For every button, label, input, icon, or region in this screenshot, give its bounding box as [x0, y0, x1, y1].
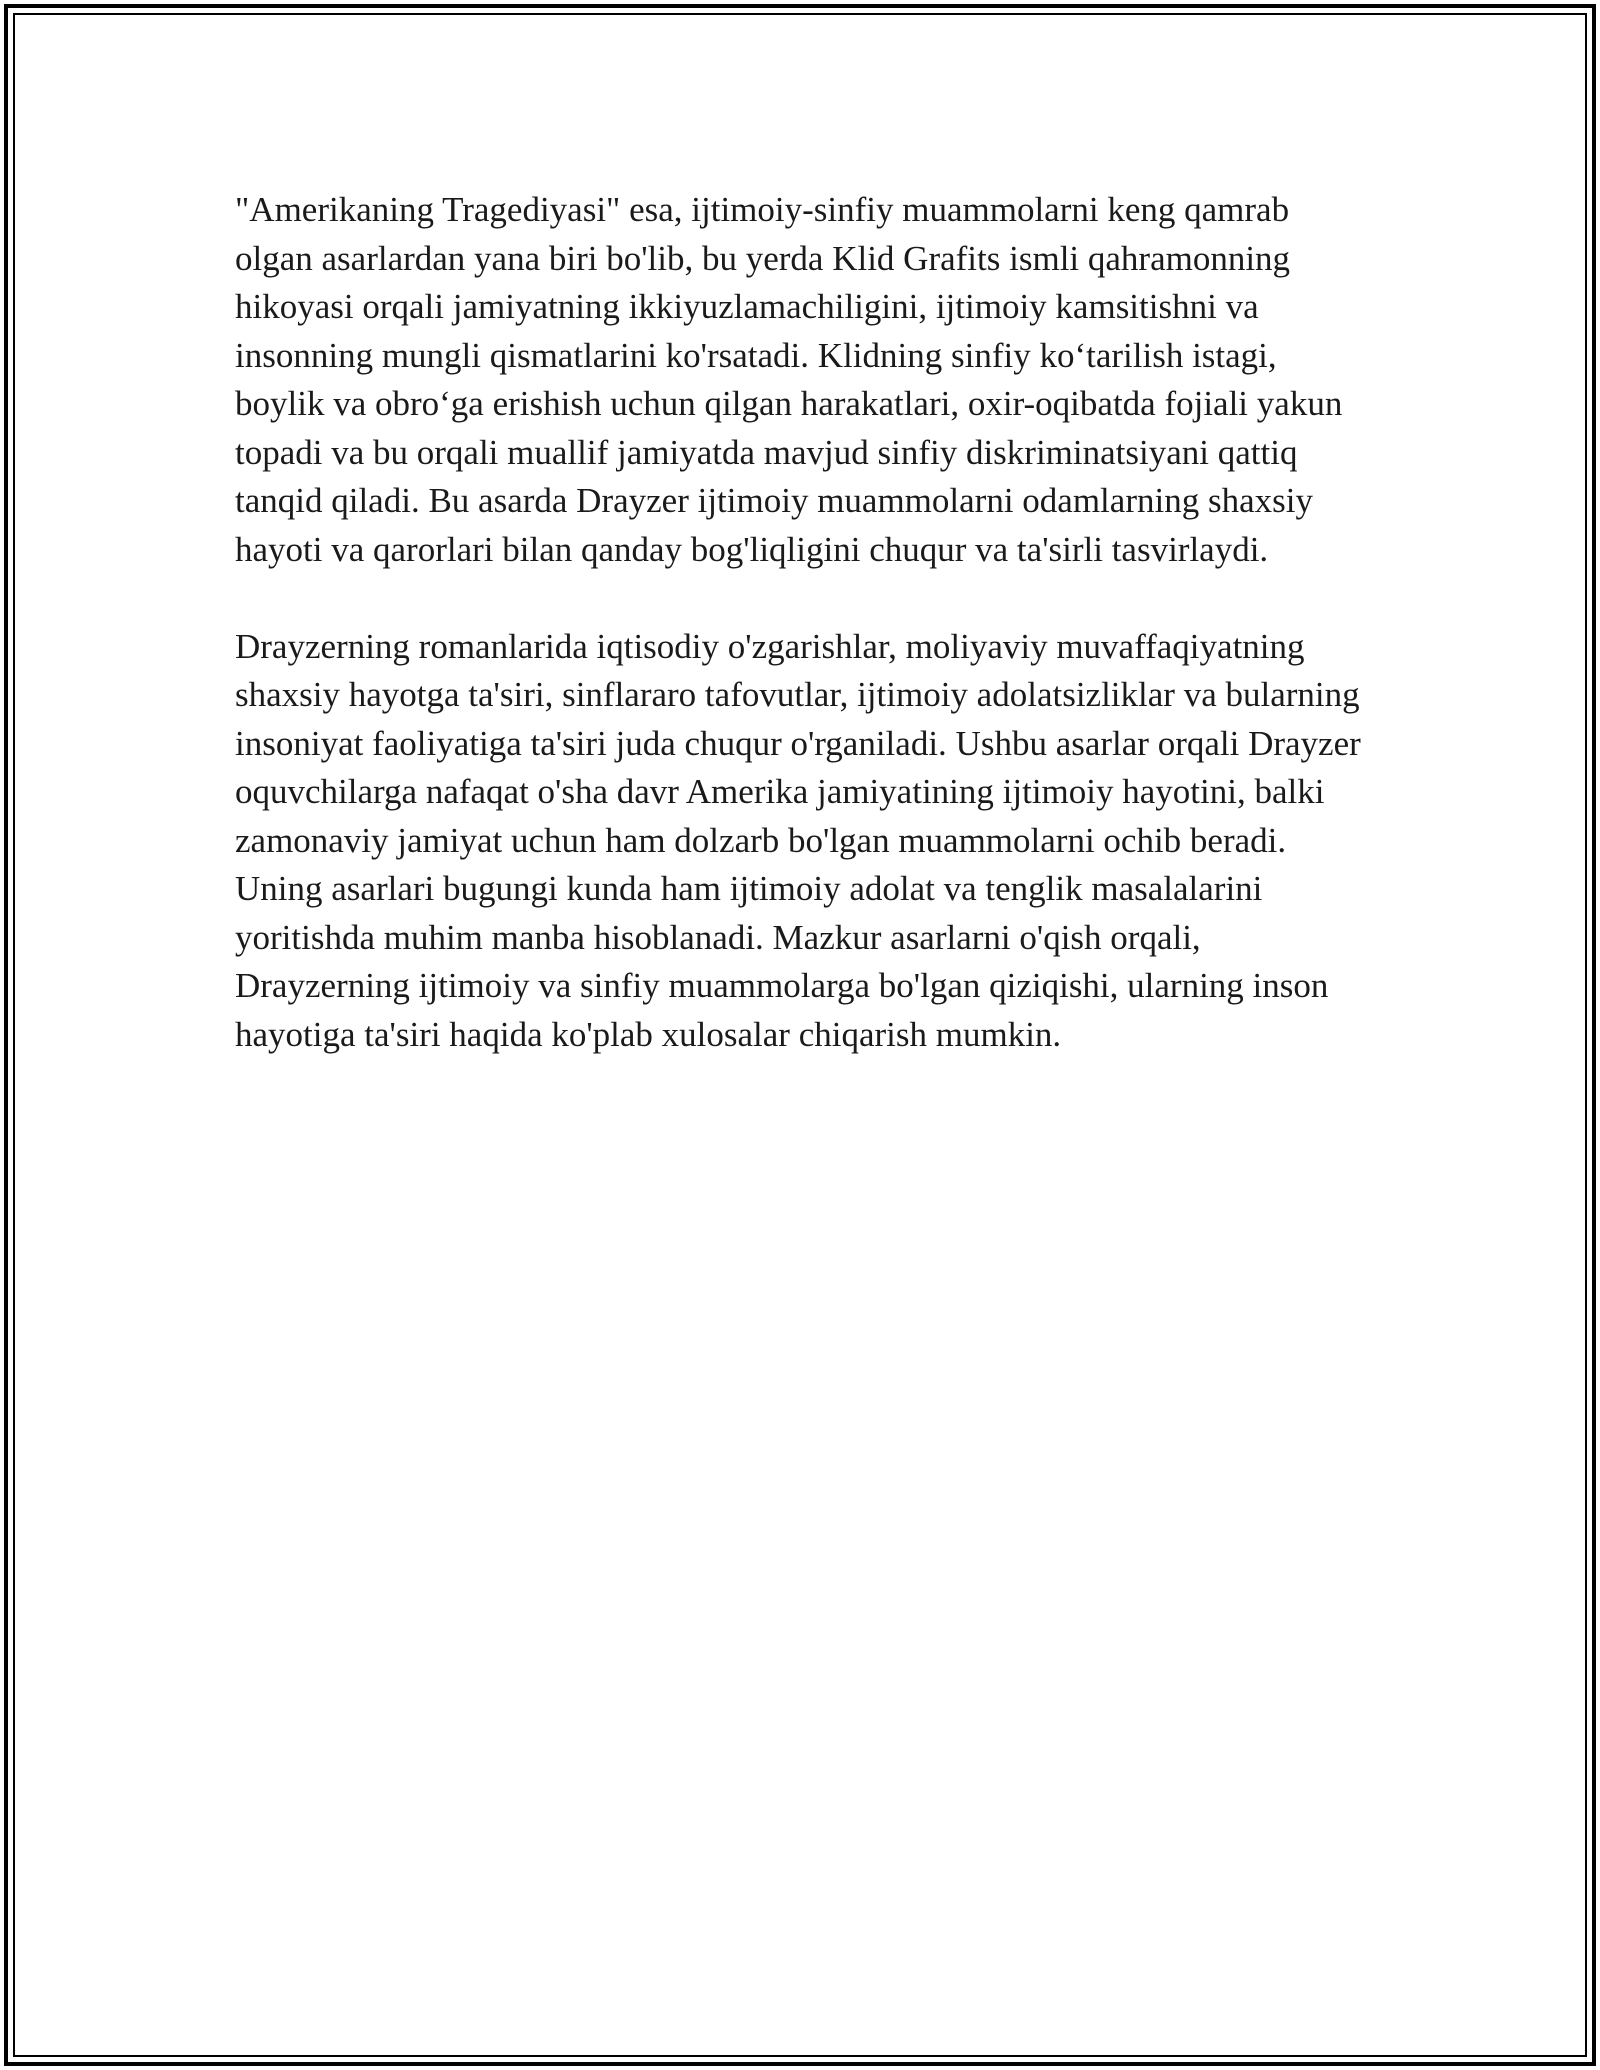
paragraph-2: Drayzerning romanlarida iqtisodiy o'zgarishlar, moliyaviy muvaffaqiyatning shaxsiy hayotga ta'siri, sinflararo tafovutlar, ijtimoiy adolatsizliklar va bularning insoniyat faoliyatiga ta'siri juda chuqur o'rganiladi. Ushbu asarlar orqali Drayzer oquvchilarga nafaqat o'sha davr Amerika jamiyatining ijtimoiy hayotini, balki zamonaviy jamiyat uchun ham dolzarb bo'lgan muammolarni ochib beradi. Uning asarlari bugungi kunda ham ijtimoiy adolat va tenglik masalalarini yoritishda muhim manba hisoblanadi. Mazkur asarlarni o'qish orqali, Drayzerning ijtimoiy va sinfiy muammolarga bo'lgan qiziqishi, ularning inson hayotiga ta'siri haqida ko'plab xulosalar chiqarish mumkin. [235, 626, 1361, 1054]
document-body [235, 186, 1370, 1108]
paragraph-1: "Amerikaning Tragediyasi" esa, ijtimoiy-sinfiy muammolarni keng qamrab olgan asarlardan yana biri bo'lib, bu yerda Klid Grafits ismli qahramonning hikoyasi orqali jamiyatning ikkiyuzlamachiligini, ijtimoiy kamsitishni va insonning mungli qismatlarini ko'rsatadi. Klidning sinfiy ko‘tarilish istagi, boylik va obro‘ga erishish uchun qilgan harakatlari, oxir-oqibatda fojiali yakun topadi va bu orqali muallif jamiyatda mavjud sinfiy diskriminatsiyani qattiq tanqid qiladi. Bu asarda Drayzer ijtimoiy muammolarni odamlarning shaxsiy hayoti va qarorlari bilan qanday bog'liqligini chuqur va ta'sirli tasvirlaydi. [235, 190, 1343, 569]
